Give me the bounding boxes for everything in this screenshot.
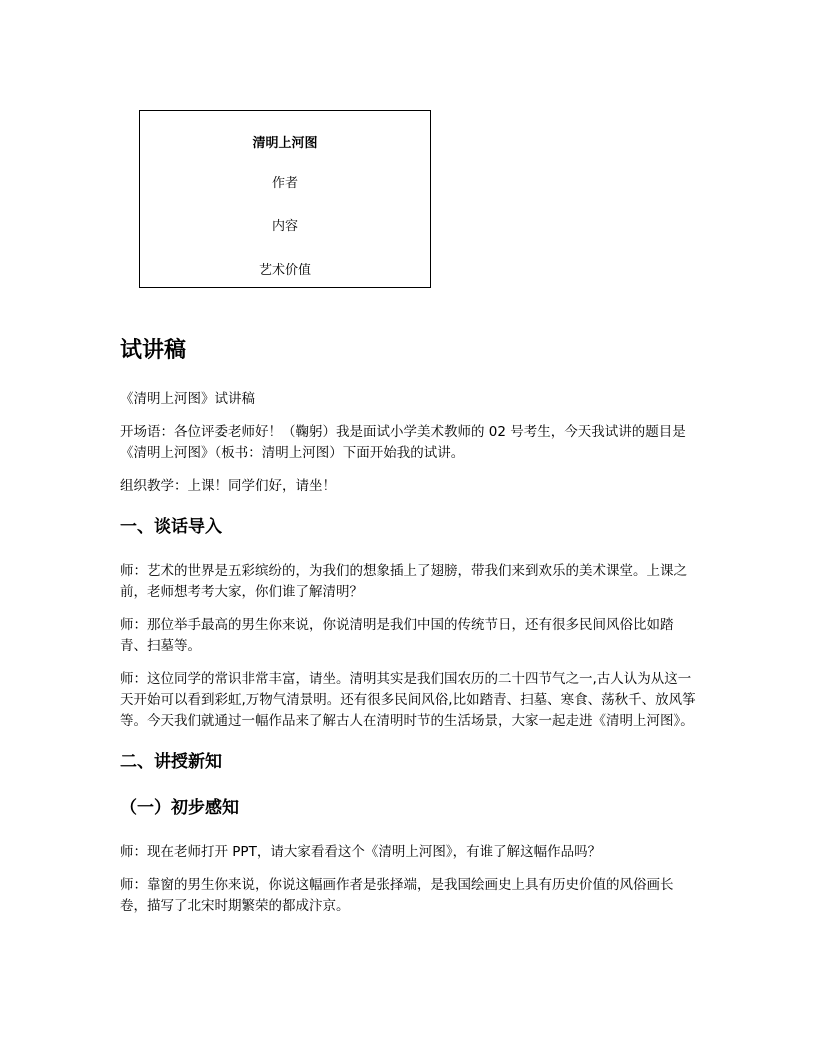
board-item-art-value: 艺术价值 xyxy=(258,263,311,278)
organize-paragraph: 组织教学：上课！同学们好，请坐！ xyxy=(120,478,336,494)
board-title: 清明上河图 xyxy=(252,136,318,151)
board-item-content: 内容 xyxy=(271,219,298,234)
paragraph: 师：现在老师打开 PPT，请大家看看这个《清明上河图》，有谁了解这幅作品吗？ xyxy=(120,844,602,860)
paragraph: 师：这位同学的常识非常丰富，请坐。清明其实是我们国农历的二十四节气之一,古人认为从这一天开始可以看到彩虹,万物气清景明。还有很多民间风俗,比如踏青、扫墓、寒食、荡秋千、放风筝等。今天我们就通过一幅作品来了解古人在清明时节的生活场景，大家一起走进《清明上河图》。 xyxy=(120,671,696,729)
section-heading-new-knowledge: 二、讲授新知 xyxy=(120,752,222,772)
opening-paragraph: 开场语：各位评委老师好！（鞠躬）我是面试小学美术教师的 02 号考生，今天我试讲的题目是《清明上河图》（板书：清明上河图）下面开始我的试讲。 xyxy=(120,424,686,461)
subsection-heading-perception: （一）初步感知 xyxy=(120,798,239,818)
page-title: 试讲稿 xyxy=(120,338,187,363)
paragraph: 师：靠窗的男生你来说，你说这幅画作者是张择端，是我国绘画史上具有历史价值的风俗画长卷，描写了北宋时期繁荣的都成汴京。 xyxy=(120,877,674,914)
blackboard-outline-box xyxy=(139,110,431,288)
lesson-title: 《清明上河图》试讲稿 xyxy=(120,391,255,407)
document-body xyxy=(120,334,700,929)
section-heading-intro: 一、谈话导入 xyxy=(120,517,222,537)
paragraph: 师：那位举手最高的男生你来说，你说清明是我们中国的传统节日，还有很多民间风俗比如踏青、扫墓等。 xyxy=(120,617,674,654)
board-item-author: 作者 xyxy=(271,176,298,191)
paragraph: 师：艺术的世界是五彩缤纷的，为我们的想象插上了翅膀，带我们来到欢乐的美术课堂。上课之前，老师想考考大家，你们谁了解清明？ xyxy=(120,563,687,600)
